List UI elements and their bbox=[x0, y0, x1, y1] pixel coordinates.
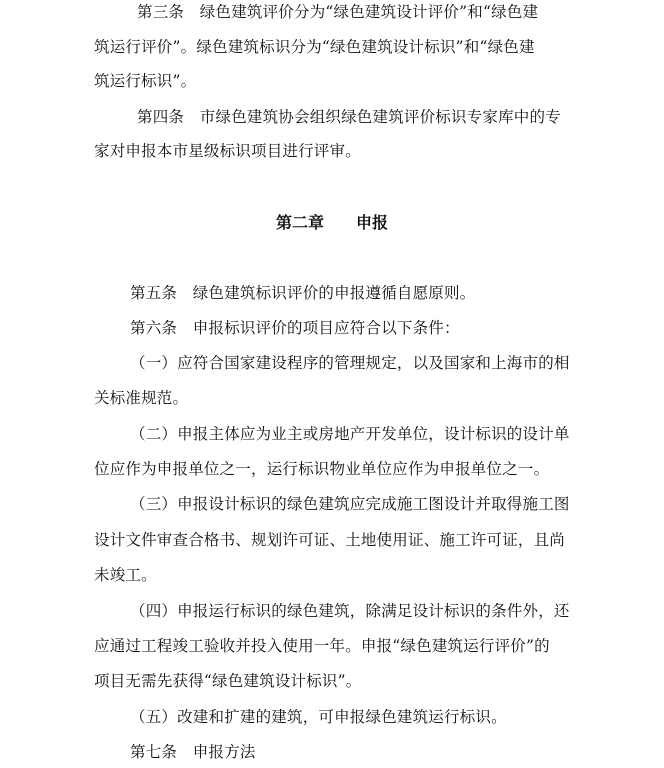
paragraph-line: 设计文件审查合格书、规划许可证、土地使用证、施工许可证，且尚 bbox=[94, 531, 566, 549]
paragraph-line: （三）申报设计标识的绿色建筑应完成施工图设计并取得施工图 bbox=[130, 495, 570, 513]
paragraph-line: 筑运行标识”。 bbox=[94, 72, 197, 90]
paragraph-line: 应通过工程竣工验收并投入使用一年。申报“绿色建筑运行评价”的 bbox=[94, 637, 550, 655]
paragraph-line: 位应作为申报单位之一，运行标识物业单位应作为申报单位之一。 bbox=[94, 460, 550, 478]
paragraph-line: 项目无需先获得“绿色建筑设计标识”。 bbox=[94, 672, 362, 690]
paragraph-line: 第三条 绿色建筑评价分为“绿色建筑设计评价”和“绿色建 bbox=[137, 3, 539, 21]
paragraph-line: 第五条 绿色建筑标识评价的申报遵循自愿原则。 bbox=[130, 284, 476, 302]
paragraph-line: （五）改建和扩建的建筑，可申报绿色建筑运行标识。 bbox=[130, 708, 507, 726]
paragraph-line: （二）申报主体应为业主或房地产开发单位，设计标识的设计单 bbox=[130, 425, 570, 443]
paragraph-line: 第四条 市绿色建筑协会组织绿色建筑评价标识专家库中的专 bbox=[137, 108, 561, 126]
chapter-heading: 第二章 申报 bbox=[275, 213, 388, 232]
paragraph-line: 筑运行评价”。绿色建筑标识分为“绿色建筑设计标识”和“绿色建 bbox=[94, 38, 535, 56]
paragraph-line: （一）应符合国家建设程序的管理规定，以及国家和上海市的相 bbox=[130, 354, 570, 372]
paragraph-line: 家对申报本市星级标识项目进行评审。 bbox=[94, 142, 361, 160]
paragraph-line: 未竣工。 bbox=[94, 566, 157, 584]
paragraph-line: 关标准规范。 bbox=[94, 389, 189, 407]
paragraph-line: 第六条 申报标识评价的项目应符合以下条件： bbox=[130, 319, 460, 337]
paragraph-line: 第七条 申报方法 bbox=[130, 743, 256, 761]
paragraph-line: （四）申报运行标识的绿色建筑，除满足设计标识的条件外，还 bbox=[130, 602, 570, 620]
